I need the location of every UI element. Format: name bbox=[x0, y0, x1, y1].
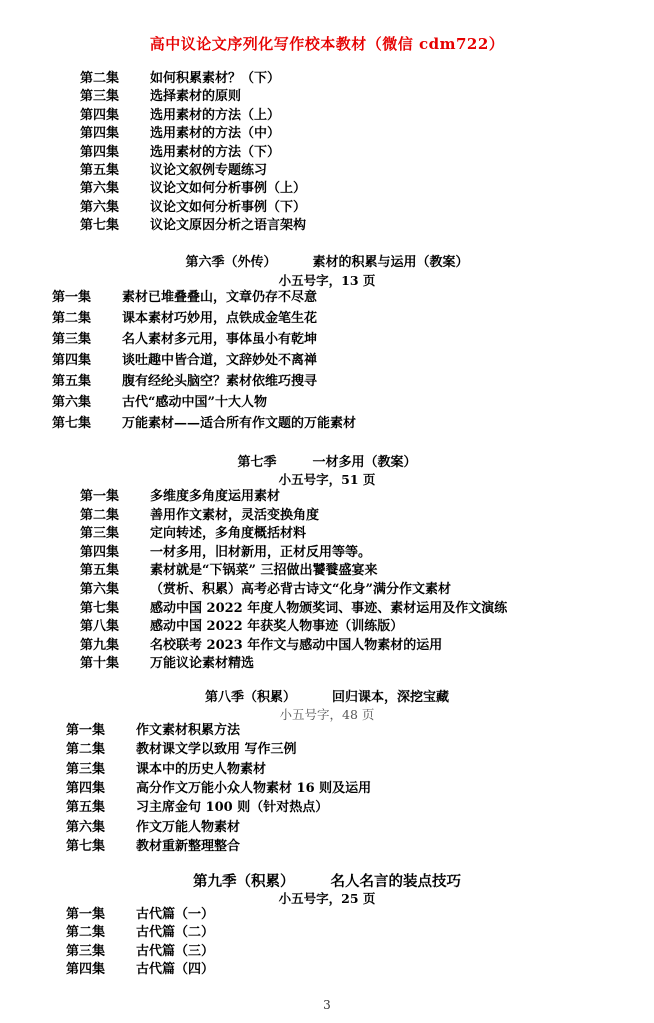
page-number: 3 bbox=[323, 998, 331, 1012]
episode-row bbox=[80, 562, 378, 580]
episode-number: 第三集 bbox=[80, 89, 120, 105]
episode-number: 第十集 bbox=[80, 656, 120, 672]
episode-number: 第六集 bbox=[52, 395, 92, 410]
episode-number: 第四集 bbox=[66, 780, 106, 796]
episode-title: 善用作文素材，灵活变换角度 bbox=[150, 507, 320, 523]
episode-number: 第二集 bbox=[80, 71, 120, 86]
episode-title: 素材就是“下锅菜” 三招做出饕餮盛宴来 bbox=[150, 563, 378, 579]
episode-number: 第七集 bbox=[52, 416, 92, 431]
episode-row bbox=[66, 741, 297, 759]
episode-number: 第三集 bbox=[66, 761, 106, 777]
episode-title: 古代篇（四） bbox=[136, 962, 215, 978]
season-7-subtitle: 小五号字，51 页 bbox=[278, 472, 376, 487]
episode-number: 第三集 bbox=[52, 332, 92, 347]
episode-number: 第四集 bbox=[52, 353, 92, 368]
episode-number: 第三集 bbox=[80, 526, 120, 542]
episode-row bbox=[80, 217, 307, 235]
episode-number: 第六集 bbox=[80, 582, 120, 597]
episode-title: 教材重新整理整合 bbox=[136, 838, 241, 854]
episode-row bbox=[80, 618, 404, 636]
season-8-title: 回归课本，深挖宝藏 bbox=[332, 690, 450, 705]
episode-number: 第五集 bbox=[66, 800, 106, 816]
episode-row bbox=[80, 544, 372, 562]
episode-title: 定向转述，多角度概括材料 bbox=[150, 526, 307, 542]
episode-title: 选用素材的方法（下） bbox=[150, 144, 281, 160]
season-7-name: 第七季 bbox=[237, 455, 277, 470]
episode-title: 高分作文万能小众人物素材 16 则及运用 bbox=[136, 780, 372, 796]
season-6-subtitle: 小五号字，13 页 bbox=[278, 273, 376, 288]
episode-number: 第六集 bbox=[80, 181, 120, 197]
episode-number: 第七集 bbox=[80, 218, 120, 234]
episode-number: 第六集 bbox=[80, 199, 120, 215]
season-8-subtitle: 小五号字，48 页 bbox=[279, 707, 375, 722]
episode-row bbox=[80, 600, 508, 618]
episode-number: 第二集 bbox=[66, 742, 106, 758]
episode-row bbox=[66, 722, 241, 740]
episode-number: 第五集 bbox=[52, 374, 92, 389]
episode-row bbox=[52, 394, 267, 412]
episode-title: 作文素材积累方法 bbox=[136, 723, 241, 738]
episode-number: 第一集 bbox=[66, 907, 106, 922]
episode-number: 第五集 bbox=[80, 563, 120, 579]
episode-row bbox=[80, 507, 320, 525]
episode-title: 议论文如何分析事例（下） bbox=[150, 199, 307, 215]
episode-row bbox=[66, 819, 241, 837]
episode-row bbox=[66, 799, 329, 817]
episode-number: 第四集 bbox=[80, 544, 120, 560]
episode-row bbox=[80, 581, 451, 599]
episode-title: 古代“感动中国”十大人物 bbox=[122, 395, 267, 410]
episode-row bbox=[80, 637, 443, 655]
season-9-subtitle: 小五号字，25 页 bbox=[278, 891, 376, 906]
episode-number: 第六集 bbox=[66, 819, 106, 835]
episode-title: 素材已堆叠叠山，文章仍存不尽意 bbox=[122, 290, 318, 305]
episode-title: （赏析、积累）高考必背古诗文“化身”满分作文素材 bbox=[150, 582, 451, 597]
season-9-title: 名人名言的装点技巧 bbox=[330, 873, 461, 890]
episode-row bbox=[80, 525, 307, 543]
episode-row bbox=[66, 906, 215, 924]
episode-number: 第二集 bbox=[66, 925, 106, 941]
episode-title: 教材课文学以致用 写作三例 bbox=[136, 742, 297, 758]
episode-number: 第八集 bbox=[80, 619, 120, 635]
episode-number: 第九集 bbox=[80, 637, 120, 653]
episode-row bbox=[66, 943, 215, 961]
episode-row bbox=[80, 88, 242, 106]
episode-row bbox=[52, 331, 318, 349]
episode-title: 多维度多角度运用素材 bbox=[150, 489, 281, 504]
season-7-title: 一材多用（教案） bbox=[312, 455, 417, 470]
season-7-heading bbox=[0, 451, 654, 470]
season-9-heading bbox=[0, 870, 654, 891]
episode-row bbox=[80, 180, 307, 198]
episode-title: 名校联考 2023 年作文与感动中国人物素材的运用 bbox=[150, 637, 443, 653]
episode-row bbox=[80, 107, 281, 125]
episode-row bbox=[80, 125, 281, 143]
episode-row bbox=[52, 415, 357, 433]
episode-row bbox=[66, 924, 215, 942]
episode-row bbox=[66, 780, 372, 798]
episode-number: 第五集 bbox=[80, 163, 120, 178]
episode-row bbox=[52, 352, 318, 370]
season-6-title: 素材的积累与运用（教案） bbox=[312, 255, 469, 270]
episode-number: 第一集 bbox=[80, 489, 120, 504]
episode-title: 感动中国 2022 年度人物颁奖词、事迹、素材运用及作文演练 bbox=[150, 600, 508, 616]
episode-row bbox=[80, 70, 281, 88]
episode-row bbox=[80, 488, 281, 506]
episode-title: 感动中国 2022 年获奖人物事迹（训练版） bbox=[150, 619, 404, 635]
episode-row bbox=[52, 373, 318, 391]
episode-row bbox=[80, 199, 307, 217]
episode-title: 议论文原因分析之语言架构 bbox=[150, 218, 307, 234]
episode-title: 古代篇（三） bbox=[136, 943, 215, 959]
episode-title: 习主席金句 100 则（针对热点） bbox=[136, 800, 329, 816]
episode-title: 议论文如何分析事例（上） bbox=[150, 181, 307, 197]
episode-title: 课本素材巧妙用，点铁成金笔生花 bbox=[122, 311, 318, 326]
episode-row bbox=[80, 655, 255, 673]
episode-title: 万能议论素材精选 bbox=[150, 656, 255, 672]
episode-number: 第一集 bbox=[66, 723, 106, 738]
episode-row bbox=[52, 310, 318, 328]
episode-number: 第四集 bbox=[66, 962, 106, 978]
episode-title: 名人素材多元用，事体虽小有乾坤 bbox=[122, 332, 318, 347]
episode-title: 一材多用，旧材新用，正材反用等等。 bbox=[150, 544, 372, 560]
episode-row bbox=[80, 162, 268, 180]
episode-title: 议论文叙例专题练习 bbox=[150, 163, 268, 178]
episode-title: 万能素材——适合所有作文题的万能素材 bbox=[122, 416, 357, 431]
episode-number: 第七集 bbox=[80, 600, 120, 616]
episode-row bbox=[52, 289, 318, 307]
episode-number: 第四集 bbox=[80, 107, 120, 123]
episode-title: 古代篇（二） bbox=[136, 925, 215, 941]
episode-number: 第二集 bbox=[52, 311, 92, 326]
document-header: 高中议论文序列化写作校本教材（微信 cdm722） bbox=[149, 35, 505, 53]
episode-row bbox=[66, 961, 215, 979]
episode-number: 第三集 bbox=[66, 943, 106, 959]
season-6-name: 第六季（外传） bbox=[185, 255, 277, 270]
episode-number: 第四集 bbox=[80, 126, 120, 142]
episode-title: 如何积累素材？（下） bbox=[150, 71, 281, 86]
episode-title: 腹有经纶头脑空？素材依维巧搜寻 bbox=[122, 374, 318, 389]
episode-title: 课本中的历史人物素材 bbox=[136, 761, 267, 777]
episode-title: 古代篇（一） bbox=[136, 907, 215, 922]
episode-title: 选用素材的方法（中） bbox=[150, 126, 281, 142]
episode-row bbox=[66, 761, 267, 779]
episode-number: 第四集 bbox=[80, 144, 120, 160]
season-8-heading bbox=[0, 686, 654, 705]
episode-title: 选择素材的原则 bbox=[150, 89, 242, 105]
episode-row bbox=[66, 838, 241, 856]
episode-row bbox=[80, 144, 281, 162]
episode-number: 第二集 bbox=[80, 507, 120, 523]
episode-number: 第一集 bbox=[52, 290, 92, 305]
episode-title: 谈吐趣中皆合道，文辞妙处不离禅 bbox=[122, 353, 318, 368]
season-8-name: 第八季（积累） bbox=[204, 690, 296, 705]
season-6-heading bbox=[0, 251, 654, 270]
episode-title: 选用素材的方法（上） bbox=[150, 107, 281, 123]
season-9-name: 第九季（积累） bbox=[193, 873, 295, 890]
episode-title: 作文万能人物素材 bbox=[136, 819, 241, 835]
episode-number: 第七集 bbox=[66, 838, 106, 854]
